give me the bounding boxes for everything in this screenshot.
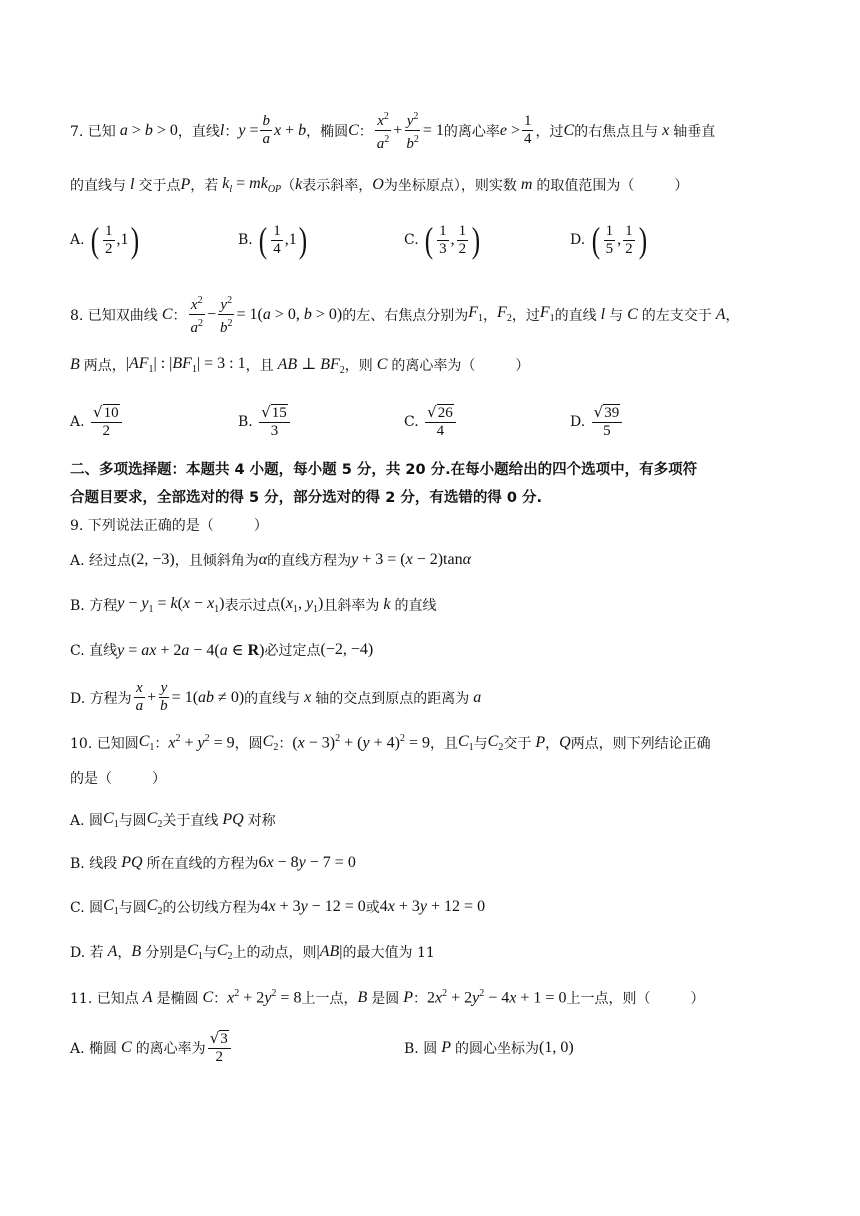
section2-header-line2: 合题目要求，全部选对的得 5 分，部分选对的得 2 分，有选错的得 0 分. xyxy=(70,490,543,506)
section2-header-line1: 二、多项选择题：本题共 4 小题，每小题 5 分，共 20 分.在每小题给出的四个选项中，有多项符 xyxy=(70,462,698,478)
q7-option-d: D. ( $\frac{1}{5}$ , $\frac{1}{2}$ ) xyxy=(570,220,647,260)
q8-option-d: D. $\frac{√39}{5}$ xyxy=(570,404,624,440)
q11-option-a: A. 椭圆 C 的离心率为 $\frac{√3}{2}$ xyxy=(70,1030,233,1066)
q10-option-d: D. 若 A ， B 分别是 $C_1$ 与 $C_2$ 上的动点，则 |AB| 的最大值为 11 xyxy=(70,942,435,963)
q10-line2: 的是（ ） xyxy=(70,771,166,787)
q10-line1: 10. 已知圆 $C_1$ ： $x^2 + y^2 = 9$ ，圆 $C_2$ ： $(x - 3)^2 + (y + 4)^2 = 9$ ，且 $C_1$ 与 $C_2$ 交于 P ， Q 两点，则下列结论正确 xyxy=(70,733,711,754)
q7-line1: 7. 已知 a > b > 0 ，直线 l ： y = $\frac{b}{a}$ x + b ，椭圆 C ： $\frac{x^2}{a^2}$ + $\frac{y^2}{b^2}$ = 1 的离心率 e > $\frac{1}{4}$ ，过 C 的右焦点且与 x 轴垂直 xyxy=(70,108,715,153)
q7-option-a: A. ( $\frac{1}{2}$ ,1 ) xyxy=(70,220,139,260)
q9-option-b: B. 方程 $y - y_1 = k(x - x_1)$ 表示过点 ($x_1$, $y_1$) 且斜率为 k 的直线 xyxy=(70,595,437,616)
q9-option-d: D. 方程为 $\frac{x}{a}$ + $\frac{y}{b}$ = 1(ab ≠ 0) 的直线与 x 轴的交点到原点的距离为 a xyxy=(70,680,482,714)
q8-line1: 8. 已知双曲线 C ： $\frac{x^2}{a^2}$ − $\frac{y^2}{b^2}$ = 1(a > 0, b > 0) 的左、右焦点分别为 $F_1$ ， $F_2$ ，过 $F_1$ 的直线 l 与 C 的左支交于 A ， xyxy=(70,292,740,337)
q7-line2: 的直线与 l 交于点 P ，若 $k_l = mk_{OP}$ （ k 表示斜率， O 为坐标原点），则实数 m 的取值范围为（ ） xyxy=(70,175,689,196)
q7-option-b: B. ( $\frac{1}{4}$ ,1 ) xyxy=(238,220,307,260)
q8-option-b: B. $\frac{√15}{3}$ xyxy=(238,404,292,440)
q10-option-b: B. 线段 PQ 所在直线的方程为 6x − 8y − 7 = 0 xyxy=(70,854,356,872)
q10-option-c: C. 圆 $C_1$ 与圆 $C_2$ 的公切线方程为 4x + 3y − 12 = 0 或 4x + 3y + 12 = 0 xyxy=(70,897,486,918)
q10-option-a: A. 圆 $C_1$ 与圆 $C_2$ 关于直线 PQ 对称 xyxy=(70,810,276,831)
q9-option-c: C. 直线 y = ax + 2a − 4(a ∈ R) 必过定点 (−2, −4) xyxy=(70,641,374,659)
math: a > b > 0 xyxy=(119,121,178,139)
q8-line2: B 两点， $|AF_1|$ : $|BF_1| = 3$ : 1 ，且 AB ⊥ $BF_2$ ，则 C 的离心率为（ ） xyxy=(70,355,530,377)
q8-option-a: A. $\frac{√10}{2}$ xyxy=(70,404,124,440)
q11-line1: 11. 已知点 A 是椭圆 C ： $x^2 + 2y^2 = 8$ 上一点， B 是圆 P ： $2x^2 + 2y^2 - 4x + 1 = 0$ 上一点，则（ ） xyxy=(70,988,705,1007)
q7-option-c: C. ( $\frac{1}{3}$ , $\frac{1}{2}$ ) xyxy=(404,220,481,260)
q8-option-c: C. $\frac{√26}{4}$ xyxy=(404,404,458,440)
q11-option-b: B. 圆 P 的圆心坐标为 (1, 0) xyxy=(404,1039,574,1057)
q9-stem: 9. 下列说法正确的是（ ） xyxy=(70,518,268,534)
q9-option-a: A. 经过点 (2, −3) ，且倾斜角为 α 的直线方程为 y + 3 = (x − 2)tanα xyxy=(70,551,472,569)
